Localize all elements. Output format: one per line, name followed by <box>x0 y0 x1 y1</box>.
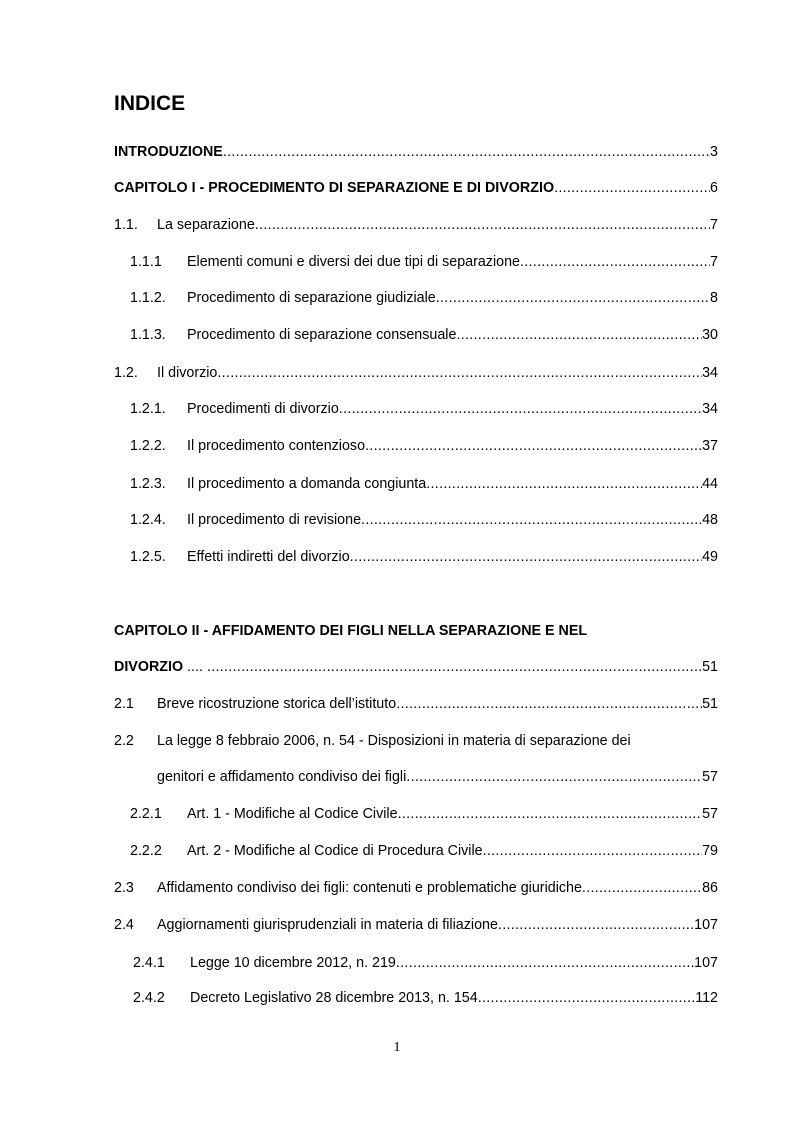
toc-leader <box>426 473 702 495</box>
toc-title: Elementi comuni e diversi dei due tipi di separazione <box>187 254 520 270</box>
toc-entry-1-2-4[interactable] <box>130 509 718 531</box>
toc-number: 2.2.1 <box>130 806 162 822</box>
toc-leader <box>396 952 694 974</box>
toc-entry-1-1[interactable] <box>114 214 718 236</box>
toc-number: 1.1.2. <box>130 290 166 306</box>
toc-number: 1.1. <box>114 217 138 233</box>
toc-entry-2-2[interactable] <box>157 766 718 788</box>
toc-title: Breve ricostruzione storica dell’istituto <box>157 696 397 712</box>
toc-page: 6 <box>710 180 718 196</box>
toc-entry-capitolo-1[interactable] <box>114 177 718 199</box>
toc-page: 107 <box>694 955 718 971</box>
toc-entry-1-2-2[interactable] <box>130 435 718 457</box>
toc-number: 2.2.2 <box>130 843 162 859</box>
toc-title: Il divorzio <box>157 365 218 381</box>
toc-entry-2-2-number: 2.2 <box>114 733 134 749</box>
toc-title: Il procedimento di revisione <box>187 512 362 528</box>
toc-leader <box>478 987 695 1009</box>
toc-page: 79 <box>702 843 718 859</box>
toc-title: DIVORZIO <box>114 659 184 675</box>
toc-title: Procedimenti di divorzio <box>187 401 339 417</box>
toc-title: Legge 10 dicembre 2012, n. 219 <box>190 955 396 971</box>
toc-entry-1-2[interactable] <box>114 362 718 384</box>
page-number: 1 <box>393 1040 401 1055</box>
toc-title: Effetti indiretti del divorzio <box>187 549 350 565</box>
toc-title: CAPITOLO I - PROCEDIMENTO DI SEPARAZIONE E DI DIVORZIO <box>114 180 555 196</box>
toc-title: INTRODUZIONE <box>114 144 223 160</box>
toc-leader <box>456 324 702 346</box>
toc-entry-capitolo-2[interactable] <box>114 656 718 678</box>
toc-title: Aggiornamenti giurisprudenziali in materia di filiazione <box>157 917 498 933</box>
toc-page: 51 <box>702 696 718 712</box>
toc-title: Decreto Legislativo 28 dicembre 2013, n. 154 <box>190 990 478 1006</box>
toc-entry-1-1-2[interactable] <box>130 287 718 309</box>
toc-leader <box>396 693 702 715</box>
toc-number: 1.1.3. <box>130 327 166 343</box>
toc-entry-2-4[interactable] <box>114 914 718 936</box>
toc-leader <box>339 398 702 420</box>
toc-entry-1-1-3[interactable] <box>130 324 718 346</box>
toc-title: Il procedimento a domanda congiunta <box>187 476 427 492</box>
toc-entry-2-2-2[interactable] <box>130 840 718 862</box>
toc-number: 1.2.4. <box>130 512 166 528</box>
toc-leader <box>350 546 702 568</box>
toc-entry-2-2-1[interactable] <box>130 803 718 825</box>
toc-page: 57 <box>702 769 718 785</box>
toc-number: 1.2.5. <box>130 549 166 565</box>
toc-title: La separazione <box>157 217 255 233</box>
toc-leader <box>582 877 702 899</box>
toc-entry-1-2-5[interactable] <box>130 546 718 568</box>
toc-page: 49 <box>702 549 718 565</box>
toc-title: Procedimento di separazione giudiziale <box>187 290 436 306</box>
toc-entry-1-1-1[interactable] <box>130 251 718 273</box>
toc-number: 2.4 <box>114 917 134 933</box>
toc-number: 2.1 <box>114 696 134 712</box>
toc-leader <box>398 803 703 825</box>
toc-leader <box>554 177 710 199</box>
toc-leader <box>255 214 710 236</box>
toc-entry-1-2-3[interactable] <box>130 473 718 495</box>
toc-page: 107 <box>694 917 718 933</box>
toc-entry-1-2-1[interactable] <box>130 398 718 420</box>
toc-entry-introduzione[interactable] <box>114 141 718 163</box>
toc-page: 34 <box>702 365 718 381</box>
toc-number: 1.2. <box>114 365 138 381</box>
toc-page: 44 <box>702 476 718 492</box>
toc-leader <box>436 287 710 309</box>
page-title: INDICE <box>114 92 186 115</box>
toc-title: Art. 2 - Modifiche al Codice di Procedura Civile <box>187 843 483 859</box>
toc-number: 1.2.1. <box>130 401 166 417</box>
toc-number: 2.4.2 <box>133 990 165 1006</box>
toc-number: 1.2.2. <box>130 438 166 454</box>
toc-entry-capitolo-2-line1[interactable]: CAPITOLO II - AFFIDAMENTO DEI FIGLI NELLA SEPARAZIONE E NEL <box>114 623 588 639</box>
toc-entry-2-4-1[interactable] <box>133 952 718 974</box>
toc-page: 86 <box>702 880 718 896</box>
toc-title: Procedimento di separazione consensuale <box>187 327 457 343</box>
toc-leader <box>217 362 702 384</box>
toc-entry-2-2-line1[interactable]: La legge 8 febbraio 2006, n. 54 - Disposizioni in materia di separazione dei <box>157 733 631 749</box>
toc-suffix: .... <box>183 659 207 675</box>
toc-leader <box>520 251 710 273</box>
toc-page: 57 <box>702 806 718 822</box>
toc-entry-2-1[interactable] <box>114 693 718 715</box>
toc-number: 2.3 <box>114 880 134 896</box>
toc-number: 1.2.3. <box>130 476 166 492</box>
toc-title: Il procedimento contenzioso <box>187 438 366 454</box>
toc-leader <box>365 435 702 457</box>
toc-leader <box>361 509 702 531</box>
toc-number: 2.4.1 <box>133 955 165 971</box>
toc-page: 34 <box>702 401 718 417</box>
toc-page: 48 <box>702 512 718 528</box>
toc-leader <box>498 914 694 936</box>
toc-leader <box>207 656 702 678</box>
toc-entry-2-4-2[interactable] <box>133 987 718 1009</box>
toc-title: Art. 1 - Modifiche al Codice Civile <box>187 806 398 822</box>
toc-number: 1.1.1 <box>130 254 162 270</box>
toc-page: 51 <box>702 659 718 675</box>
toc-leader <box>483 840 703 862</box>
toc-page: 30 <box>702 327 718 343</box>
toc-leader <box>223 141 710 163</box>
toc-entry-2-3[interactable] <box>114 877 718 899</box>
toc-page: 8 <box>710 290 718 306</box>
toc-page: 7 <box>710 254 718 270</box>
toc-leader <box>406 766 702 788</box>
toc-title: Affidamento condiviso dei figli: contenuti e problematiche giuridiche <box>157 880 582 896</box>
toc-page: 3 <box>710 144 718 160</box>
toc-page: 112 <box>695 990 718 1006</box>
toc-title: genitori e affidamento condiviso dei figli <box>157 769 407 785</box>
toc-page: 37 <box>702 438 718 454</box>
toc-page: 7 <box>710 217 718 233</box>
